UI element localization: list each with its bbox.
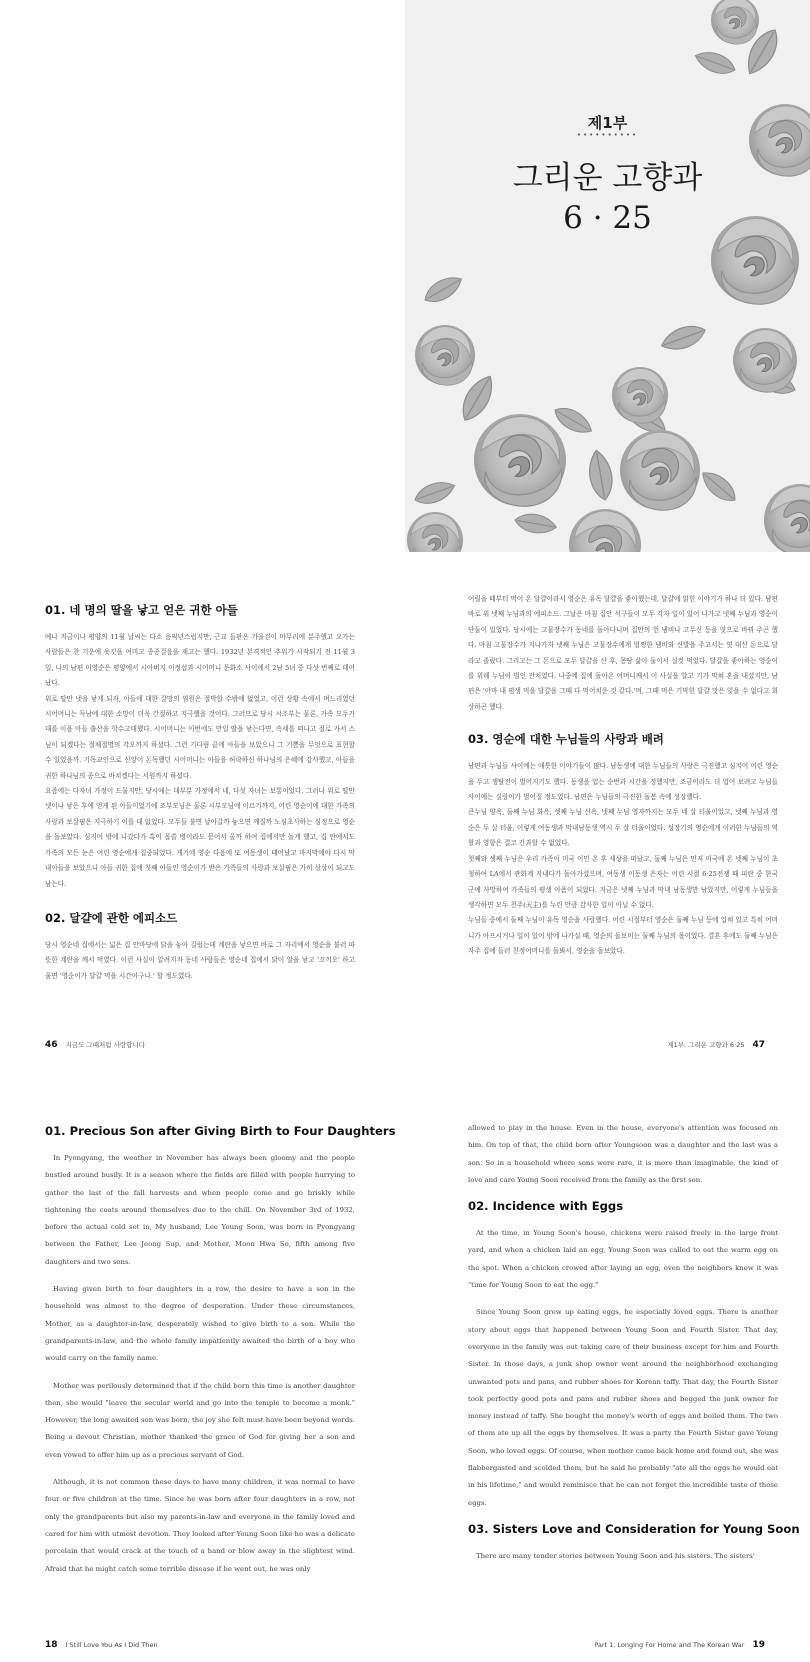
paragraph: 요즘에는 다자녀 가정이 드물지만, 당시에는 대부분 가정에서 네, 다섯 자녀는 보통이었다. 그러나 위로 딸만 넷이나 낳은 후에 얻게 된 아들이었기에 조부모님은 물론 시부모님에 이르기까지, 어린 영순이에 대한 가족의 사랑과 보살핌은 지극하기 이를 데 없었다. 모두들 불면 날아갈까 놓으면 깨질까 노심초사하는 심정으로 영순을 돌보았다. 심지어 밖에 나갔다가 혹이 몹쓸 병이라도 묻어서 올까 하여 집에서만 놀게 했고, 집 안에서도 가족의 모든 눈은 어린 영순에게 집중되었다. 게기에 영순 다음에 또 여동생이 태어났고 마지막에야 다시 막내아들을 보았으니 아들 귀한 집에 첫째 아들인 영순이가 받은 가족들의 사랑과 보살핌은 가히 상상이 되고도 남는다.: [45, 787, 355, 888]
paragraph: 위로 딸만 넷을 낳게 되자, 아들에 대한 갈망의 염원은 절박할 수밖에 없었고, 이런 상황 속에서 며느리였던 시어머니는 득남에 대한 소망이 더욱 간절하고 지극했을 것이다. 그러므로 당시 시조부는 물론, 가족 모두가 대를 이을 아들 출산을 학수고대했다. 시어머니는 이번에도 만일 딸을 낳는다면, 속세를 떠나고 절로 가서 스님이 되겠다는 절체절명의 각오까지 하셨다. 그런 기다림 끝에 아들을 보았으니 그 기쁨을 무엇으로 표현할 수 있었을까. 기독교인으로 신앙이 돈독했던 시어머니는 아들을 허락하신 하나님의 은혜에 감사했고, 아들을 귀한 하나님의 종으로 바치겠다는 서원까지 하셨다.: [45, 694, 355, 780]
page-folio-right: [667, 1040, 765, 1050]
section-heading: 01. Precious Son after Giving Birth to Four Daughters: [45, 1124, 396, 1138]
blank-left-page: [0, 0, 405, 552]
paragraph: Having given birth to four daughters in a row, the desire to have a son in the household was almost to the degree of desperation. Under these circumstances, Mother, as a daughter-in-law, desperately wished to give birth to a son. While the grandparents-in-law, and the whole family impatiently awaited the birth of a boy who would carry on the family name.: [45, 1285, 355, 1363]
page-folio-left: [45, 1640, 157, 1650]
running-title: 지금도 그때처럼 사랑합니다: [65, 1041, 146, 1049]
part-title-line-1: 그리운 고향과: [512, 160, 703, 196]
part-opener-spread: [0, 0, 810, 552]
paragraph: 어릴을 때부터 먹어 온 달걀이라서 영순은 유독 달걀을 좋아했는데, 달걀에 얽힌 이야기가 하나 더 있다. 남편 바로 위 넷째 누님과의 에피소드. 그날은 마침 집안 식구들이 모두 각자 일이 있어 나가고 넷째 누님과 영순이 단둘이 있었다. 당시에는 고물장수가 동네를 돌아다니며 집안의 헌 냄비나 고무신 등을 엿으로 바꿔 주곤 했다. 마침 고물장수가 지나가자 넷째 누님은 고물장수에게 멀쩡한 냄비와 신발을 주고서는 엿 대신 돈으로 달라고 졸랐다. 그리고는 그 돈으로 모두 달걀을 산 후, 몽땅 삶아 둘이서 실컷 먹었다. 달걀을 좋아하는 영순이를 위해 누님이 벌인 잔치였다. 나중에 집에 돌아온 어머니께서 이 사실을 알고 기가 막혀 혼을 내셨지만, 남편은 '아마 내 평생 먹을 달걀을 그때 다 먹어치운 것 같다.'며, 그때 먹은 기막힌 달걀 맛은 잊을 수 없다고 회상하곤 했다.: [468, 595, 778, 711]
paragraph: 큰누님 양옥, 둘째 누님 화옥, 셋째 누님 신옥, 넷째 누님 영자까지는 모두 네 살 터울이었고, 넷째 누님과 영순은 두 살 터울, 이렇게 여동생과 막내남동생 역시 두 살 터울이었다. 성장기의 영순에게 이러한 누님들의 역할과 영향은 결코 간과할 수 없었다.: [468, 808, 778, 848]
paragraph: 첫째와 셋째 누님은 우리 가족이 미국 이민 온 후 세상을 떠났고, 둘째 누님은 먼저 미국에 온 넷째 누님이 초청하여 LA에서 관화계 지내다가 돌아가셨으며, 여동생 이동생 은자는 어린 시절 6·25전쟁 때 피란 중 한국군에 사망하여 가족들의 평생 아픔이 되었다. 지금은 넷째 누님과 막내 남동생만 남았지만, 이렇게 누님들을 생각하면 모두 천주(天主)를 누린 만큼 감사한 일이 아닐 수 없다.: [468, 854, 778, 909]
korean-text-spread: [0, 592, 810, 1072]
section-heading: 02. Incidence with Eggs: [468, 1199, 624, 1214]
paragraph: In Pyongyang, the weather in November has always been gloomy and the people bustled around busily. It is a season where the fields are filled with people hurrying to gather the last of the fall harvests and when people come and go briskly while tightening the coats around themselves due to the chill. On November 3rd of 1932, before the actual cold set in, My husband, Lee Young Soon, was born in Pyongyang between the Father, Lee Jeong Sup, and Mother, Moon Hwa So, fifth among five daughters and two sons.: [45, 1154, 355, 1266]
section-heading: 02. 달걀에 관한 에피소드: [45, 910, 178, 925]
paragraph: Mother was perilously determined that if the child born this time is another daughter then, she would "leave the secular world and go into the temple to become a monk." However, the long awaited son was born, the joy she felt must have been beyond words. Being a devout Christian, mother thanked the grace of God for giving her a son and even vowed to offer him up as a precious servant of God.: [45, 1381, 355, 1459]
page-number: 47: [752, 1040, 765, 1050]
paragraph: 당시 영순네 집에서는 넓은 집 안마당에 닭을 놓아 길렀는데 계란을 낳으면 바로 그 자리에서 영순을 불러 따뜻한 계란을 깨서 먹였다. 이런 사실이 알려지자 동네 사람들은 영순네 집에서 닭이 알을 낳고 '꼬끼오' 하고 울면 '영순이가 달걀 먹을 시간이구나.' 할 정도였다.: [45, 940, 355, 980]
running-title: Part 1. Longing For Home and The Korean War: [594, 1641, 745, 1649]
english-text-spread: [0, 1120, 810, 1662]
korean-right-page: [468, 592, 778, 960]
part-label-underline: ••••••••••: [576, 131, 639, 139]
page-folio-right: [594, 1640, 765, 1650]
paragraph: Although, it is not common these days to have many children, it was normal to have four or five children at the time. Since he was born after four daughters in a row, not only the grandparents but also my parents-in-law and everyone in the family loved and cared for him with utmost devotion. They looked after Young Soon like he was a delicate porcelain that would crack at the touch of a hand or blow away in the slightest wind. Afraid that he might catch some terrible disease if he went out, he was only: [45, 1478, 355, 1573]
part-title: [405, 158, 810, 238]
paragraph: 누님들 중에서 둘째 누님이 유독 영순을 사랑했다. 어린 시절부터 영순은 둘째 누님 등에 업혀 있고 특히 어머니가 아프시거나 일이 있어 밖에 나가실 때, 영순의 돌보미는 둘째 누님의 몫이었다. 결혼 후에도 둘째 누님은 자주 집에 들러 친정어머니를 돌봐서, 영순을 돌보았다.: [468, 916, 778, 956]
running-title: 제1부. 그리운 고향과 6·25: [667, 1041, 745, 1049]
paragraph: 남편과 누님들 사이에는 애틋한 이야기들이 많다. 남동생에 대한 누님들의 사랑은 극진했고 심지어 어린 영순을 두고 쟁탈전이 벌어지기도 했다. 동생을 업는 순번과 시간을 정했지만, 조금이라도 더 업어 보려고 누님들 사이에는 실랑이가 벌어질 정도였다. 남편은 누님들의 극진한 돌봄 속에 성장했다.: [468, 762, 778, 802]
page-number: 18: [45, 1640, 58, 1650]
rose-illustration: [405, 0, 810, 552]
section-heading: 03. Sisters Love and Consideration for Young Soon: [468, 1521, 800, 1536]
paragraph: At the time, in Young Soon's house, chickens were raised freely in the large front yard, and when a chicken laid an egg, Young Soon was called to eat the warm egg on the spot. When a chicken crowed after laying an egg, even the neighbors knew it was "time for Young Soon to eat the egg.": [468, 1229, 778, 1290]
paragraph: Since Young Soon grew up eating eggs, he especially loved eggs. There is another story about eggs that happened between Young Soon and Fourth Sister. That day, everyone in the family was out taking care of their business except for him and Fourth Sister. In those days, a junk shop owner went around the neighborhood exchanging unwanted pots and pans, and rubber shoes for Korean taffy. That day, the Fourth Sister took perfectly good pots and pans and rubber shoes and begged the junk owner for money instead of taffy. She bought the money's worth of eggs and boiled them. The two of them ate up all the eggs by themselves. It was a party the Fourth Sister gave Young Soon, who loved eggs. Of course, when mother came back home and found out, she was flabbergasted and scolded them, but he said he probably "ate all the eggs he would eat in his lifetime," and would reminisce that he can not forget the incredible taste of those eggs.: [468, 1308, 778, 1507]
page-number: 19: [752, 1640, 765, 1650]
paragraph: 예나 지금이나 평양의 11월 날씨는 다소 음픽년스럽지만, 근교 들판은 가을걷이 마무리에 분주했고 오가는 사람들은 찬 기운에 옷깃을 여미고 종종걸음을 재고는 했다. 1932년 본격적인 추위가 시작되기 전 11월 3일, 나의 남편 이영순은 평양에서 시아버지 이정섭과 시어머니 문화소 사이에서 2남 5녀 중 다섯 번째로 태어났다.: [45, 633, 355, 688]
korean-left-page: [45, 592, 355, 984]
section-heading: 01. 네 명의 딸을 낳고 얻은 귀한 아들: [45, 603, 238, 617]
english-right-page: [468, 1120, 800, 1575]
rose-illustration-panel: [405, 0, 810, 552]
section-heading: 03. 영순에 대한 누님들의 사랑과 배려: [468, 732, 664, 747]
running-title: I Still Love You As I Did Then: [65, 1641, 158, 1649]
part-title-line-2: 6 · 25: [563, 200, 652, 236]
english-left-page: [45, 1120, 396, 1588]
paragraph: There are many tender stories between Young Soon and his sisters. The sisters': [476, 1551, 755, 1560]
paragraph: allowed to play in the house. Even in the house, everyone's attention was focused on him. On top of that, the child born after Youngsoon was a daughter and the last was a son. So in a household where sons were rare, it is more than imaginable, the kind of love and care Young Soon received from the family as the first son.: [468, 1124, 778, 1184]
page-number: 46: [45, 1040, 58, 1050]
page-folio-left: [45, 1040, 145, 1050]
part-label: 제1부: [587, 114, 628, 132]
